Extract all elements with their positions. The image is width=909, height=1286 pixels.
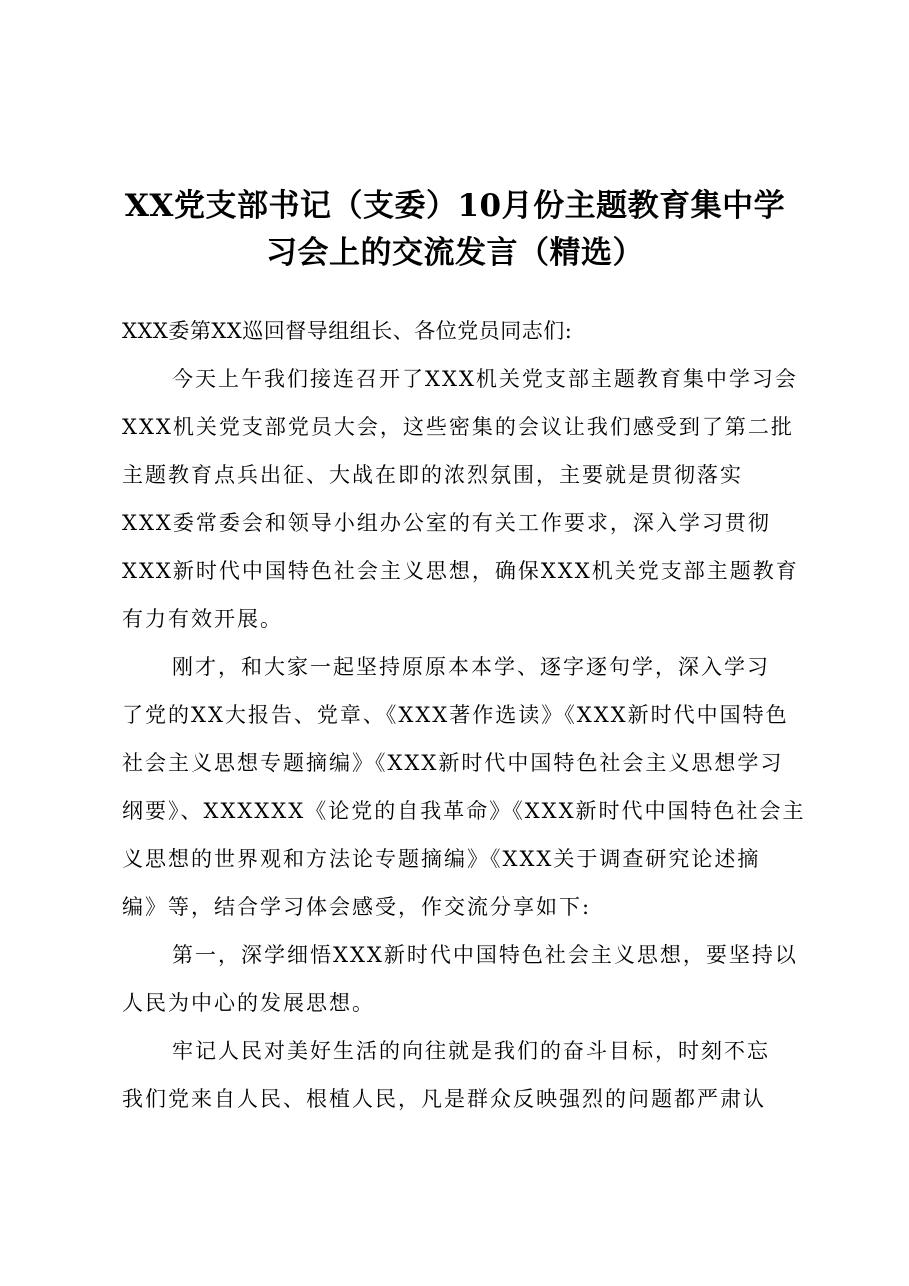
paragraph-line: 牢记人民对美好生活的向往就是我们的奋斗目标，时刻不忘 [172, 1039, 770, 1063]
paragraph-line: XXX新时代中国特色社会主义思想，确保XXX机关党支部主题教育 [122, 559, 799, 583]
paragraph-line: 刚才，和大家一起坚持原原本本学、逐字逐句学，深入学习 [172, 655, 770, 679]
title-line-2: 习会上的交流发言（精选） [266, 235, 644, 271]
title-line-1: XX党支部书记（支委）10月份主题教育集中学 [124, 188, 786, 224]
paragraph-line: 了党的XX大报告、党章、《XXX著作选读》《XXX新时代中国特色 [122, 703, 789, 727]
paragraph-line: 有力有效开展。 [122, 607, 283, 631]
paragraph-2 [122, 643, 822, 931]
paragraph-line: 第一，深学细悟XXX新时代中国特色社会主义思想，要坚持以 [172, 943, 798, 967]
paragraph-line: 人民为中心的发展思想。 [122, 991, 375, 1015]
paragraph-4 [122, 1027, 822, 1123]
document-body [122, 307, 822, 1123]
salutation: XXX委第XX巡回督导组组长、各位党员同志们: [122, 319, 573, 343]
paragraph-line: XXX机关党支部党员大会，这些密集的会议让我们感受到了第二批 [122, 415, 794, 439]
paragraph-line: 主题教育点兵出征、大战在即的浓烈氛围，主要就是贯彻落实 [122, 463, 743, 487]
paragraph-line: XXX委常委会和领导小组办公室的有关工作要求，深入学习贯彻 [122, 511, 771, 535]
paragraph-line: 编》等，结合学习体会感受，作交流分享如下: [122, 895, 592, 919]
paragraph-line: 义思想的世界观和方法论专题摘编》《XXX关于调查研究论述摘 [122, 847, 761, 871]
paragraph-line: 社会主义思想专题摘编》《XXX新时代中国特色社会主义思想学习 [122, 751, 784, 775]
paragraph-line: 纲要》、XXXXXX《论党的自我革命》《XXX新时代中国特色社会主 [122, 799, 806, 823]
paragraph-line: 我们党来自人民、根植人民，凡是群众反映强烈的问题都严肃认 [122, 1087, 766, 1111]
paragraph-1 [122, 355, 822, 643]
paragraph-3 [122, 931, 822, 1027]
document-title [60, 183, 850, 277]
paragraph-line: 今天上午我们接连召开了XXX机关党支部主题教育集中学习会 [172, 367, 798, 391]
